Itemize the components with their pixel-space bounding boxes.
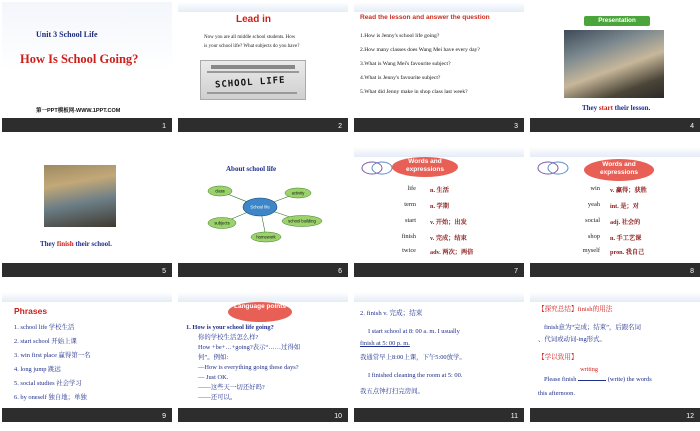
slide-number: 12 [686,413,694,420]
lp-line: ——还可以。 [198,394,237,401]
caption-post: their lesson. [612,104,651,112]
school-life-image [200,60,306,100]
word-meaning: v. 赢得；获胜 [610,187,647,194]
slide-bar [2,263,172,277]
word: finish [401,233,416,240]
slide-heading: About school life [226,165,277,173]
example-line: 我五点钟打扫完房间。 [360,388,424,395]
word: shop [587,233,600,240]
fill-answer: writing [580,366,598,373]
question-1: 1.How is Jenny's school life going? [360,33,440,39]
slide-11[interactable] [354,292,524,422]
slide-12[interactable] [530,292,700,422]
slide-background [530,147,700,157]
practice-prefix: Please finish [544,376,577,383]
summary-line: 、代词或动词-ing形式。 [538,336,606,343]
lp-line: 你的学校生活怎么样? [198,334,259,341]
footer-watermark: 第一PPT模板网-WWW.1PPT.COM [36,108,121,114]
phrase-item: 3. win first place 赢得第一名 [14,352,91,359]
word-meaning: adv. 两次；两倍 [430,249,474,256]
slide-heading: Phrases [14,306,48,316]
slide-background [354,292,524,302]
word-meaning: int. 是；对 [610,203,639,210]
practice-suffix: (write) the words [607,376,652,383]
slide-8[interactable] [530,147,700,277]
word: life [407,185,416,192]
example-line: finish at 5: 00 p. m. [360,340,410,347]
slide-1[interactable] [2,2,172,132]
slide-number: 1 [162,123,166,130]
lp-line: —How is everything going these days? [198,364,299,371]
slide-3[interactable] [354,2,524,132]
slide-number: 2 [338,123,342,130]
question-5: 5.What did Jenny make in shop class last week? [360,89,468,95]
summary-line: finish意为“完成；结束”，后跟名词 [544,324,641,331]
example-line: I finished cleaning the room at 5: 00. [368,372,463,379]
map-node-label: activity [291,190,305,196]
caption-pre: They [40,240,57,248]
slide-number: 4 [690,123,694,130]
answer-blank [578,366,606,381]
slide-bar [354,408,524,422]
word: myself [582,247,600,254]
slide-bar [178,118,348,132]
slide-7[interactable] [354,147,524,277]
map-node-label: school building [288,218,316,224]
school-life-text: SCHOOL LIFE [214,75,286,91]
summary-heading: 【探究总结】finish的用法 [538,306,613,313]
word-meaning: adj. 社会的 [610,219,641,226]
slide-number: 3 [514,123,518,130]
example-line: 2. finish v. 完成；结束 [360,310,423,317]
practice-line-2: this afternoon. [538,390,575,397]
words-badge: Words and expressions [392,157,458,177]
presentation-badge: Presentation [584,16,650,26]
word: social [585,217,600,224]
slide-number: 9 [162,413,166,420]
hearts-icon [360,159,396,177]
word-meaning: v. 开始；出发 [430,219,467,226]
phrase-item: 1. school life 学校生活 [14,324,75,331]
question-2: 2.How many classes does Wang Mei have every day? [360,47,480,53]
students-photo [44,165,116,227]
map-node-label: homework [256,234,276,240]
caption-post: their school. [73,240,112,248]
slide-background [178,2,348,12]
practice-heading: 【学以致用】 [538,354,578,361]
slide-6[interactable] [178,147,348,277]
intro-line-1: Now you are all middle school students. How [204,35,296,40]
slide-bar [354,118,524,132]
hearts-icon [536,159,572,177]
word: term [404,201,416,208]
word-meaning: n. 手工艺课 [610,235,642,242]
slide-number: 7 [514,268,518,275]
phrase-item: 4. long jump 跳远 [14,366,61,373]
practice-line [544,366,652,384]
intro-line-2: is your school life? What subjects do you have? [204,44,300,49]
slide-4[interactable] [530,2,700,132]
slide-2[interactable] [178,2,348,132]
lp-line: ——这些天一切还好吗? [198,384,265,391]
phrase-item: 2. start school 开始上课 [14,338,77,345]
map-node-label: class [215,188,225,194]
slide-bar [178,408,348,422]
caption-pre: They [582,104,599,112]
word: start [404,217,416,224]
lp-line: — Just OK. [198,374,229,381]
slide-heading: Read the lesson and answer the question [360,14,490,21]
classroom-photo [564,30,664,98]
lp-line: 何”。例如: [198,354,229,361]
slide-bar [530,118,700,132]
word: win [590,185,600,192]
word-meaning: n. 学期 [430,203,449,210]
slide-9[interactable] [2,292,172,422]
word: twice [402,247,416,254]
example-line: I start school at 8: 00 a. m. I usually [368,328,460,335]
phrase-item: 6. by oneself 独自地；单独 [14,394,87,401]
word-meaning: pron. 我自己 [610,249,645,256]
photo-caption [582,104,650,112]
slide-bar [178,263,348,277]
caption-highlight: finish [56,240,74,248]
slide-10[interactable] [178,292,348,422]
slide-number: 6 [338,268,342,275]
slide-5[interactable] [2,147,172,277]
slide-background [530,292,700,302]
slide-number: 5 [162,268,166,275]
slide-bar [2,408,172,422]
language-points-badge: Language points [228,302,292,322]
unit-label: Unit 3 School Life [36,30,98,39]
slide-bar [530,263,700,277]
question-4: 4.What is Jenny's favourite subject? [360,75,441,81]
slide-background [354,147,524,157]
phrase-item: 5. social studies 社会学习 [14,380,82,387]
question-3: 3.What is Wang Mei's favourite subject? [360,61,451,67]
word-meaning: n. 生活 [430,187,449,194]
mind-map [198,179,328,245]
slide-bar [530,408,700,422]
example-line: 我通常早上8:00上课，下午5:00放学。 [360,354,466,361]
words-badge: Words and expressions [584,159,654,181]
slide-heading: Lead in [236,14,272,25]
slide-bar [2,118,172,132]
slide-background [178,292,348,302]
slide-background [2,292,172,302]
slide-number: 11 [510,413,518,420]
map-center-label: School life [250,204,270,210]
slide-background [354,2,524,12]
caption-highlight: start [598,104,613,112]
map-node-label: subjects [214,220,230,226]
lp-line: 1. How is your school life going? [186,324,274,331]
slide-title: How Is School Going? [20,52,139,66]
lp-line: How +be+…+going?表示“……过得如 [198,344,301,351]
slide-number: 8 [690,268,694,275]
word: yeah [587,201,600,208]
word-meaning: v. 完成；结束 [430,235,467,242]
photo-caption [40,240,112,248]
slide-number: 10 [334,413,342,420]
slide-bar [354,263,524,277]
